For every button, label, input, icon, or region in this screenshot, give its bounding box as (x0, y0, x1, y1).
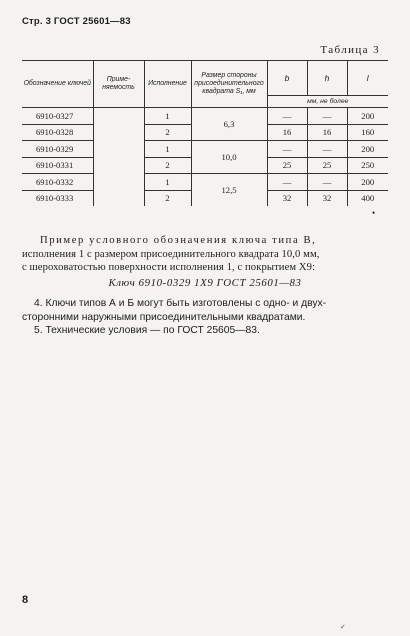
h-cell: — (307, 141, 347, 158)
applicability-cell (93, 174, 144, 191)
l-cell: 200 (347, 174, 388, 191)
table-3 (22, 60, 388, 206)
square-size-cell: 12,5 (191, 174, 267, 207)
execution-cell: 2 (144, 124, 191, 141)
h-cell: 32 (307, 190, 347, 206)
h-cell: 16 (307, 124, 347, 141)
clause-line: сторонними наружными присоединительными квадратами. (22, 312, 306, 323)
l-cell: 160 (347, 124, 388, 141)
l-cell: 250 (347, 157, 388, 174)
applicability-cell (93, 157, 144, 174)
col-header-b: b (267, 61, 307, 96)
execution-cell: 2 (144, 157, 191, 174)
b-cell: — (267, 141, 307, 158)
col-header-execution: Исполнение (144, 61, 191, 108)
example-line: Пример условного обозначения ключа типа В, (40, 235, 317, 246)
b-cell: — (267, 108, 307, 125)
page-number: 8 (22, 594, 29, 606)
example-paragraph (22, 234, 394, 275)
designation-cell: 6910-0332 (22, 174, 93, 191)
clause-line: 4. Ключи типов А и Б могут быть изготовлены с одно- и двух- (34, 298, 327, 309)
clause-4 (22, 297, 394, 325)
designation-cell: 6910-0328 (22, 124, 93, 141)
square-size-cell: 10,0 (191, 141, 267, 174)
example-line: исполнения 1 с размером присоединительного квадрата 10,0 мм, (22, 248, 320, 260)
table-caption: Таблица 3 (320, 44, 380, 56)
execution-cell: 2 (144, 190, 191, 206)
applicability-cell (93, 190, 144, 206)
designation-cell: 6910-0329 (22, 141, 93, 158)
applicability-cell (93, 108, 144, 125)
designation-cell: 6910-0333 (36, 193, 74, 204)
col-header-square-size: Размер стороны присоединительного квадрата S₁, мм (191, 61, 267, 108)
designation-cell: 6910-0327 (22, 108, 93, 125)
col-header-h: h (307, 61, 347, 96)
table-row (22, 141, 388, 158)
execution-cell: 1 (144, 141, 191, 158)
page-header: Стр. 3 ГОСТ 25601—83 (22, 16, 131, 27)
l-cell: 200 (347, 141, 388, 158)
l-cell: 400 (347, 190, 388, 206)
scan-mark: ✓ (340, 623, 346, 631)
clause-5: 5. Технические условия — по ГОСТ 25605—83. (34, 325, 260, 336)
example-designation: Ключ 6910-0329 1Х9 ГОСТ 25601—83 (108, 277, 302, 289)
col-header-designation: Обозначение ключей (22, 61, 93, 108)
b-cell: — (267, 174, 307, 191)
designation-cell: 6910-0331 (22, 157, 93, 174)
b-cell: 32 (267, 190, 307, 206)
col-header-l: l (347, 61, 388, 96)
applicability-cell (93, 141, 144, 158)
b-cell: 16 (267, 124, 307, 141)
table-row (22, 174, 388, 191)
execution-cell: 1 (144, 108, 191, 125)
square-size-cell: 6,3 (191, 108, 267, 141)
h-cell: 25 (307, 157, 347, 174)
col-header-applicability: Применяемость (93, 61, 144, 108)
l-cell: 200 (347, 108, 388, 125)
table-row (22, 108, 388, 125)
applicability-cell (93, 124, 144, 141)
h-cell: — (307, 174, 347, 191)
unit-note: мм, не более (267, 96, 388, 108)
example-line: с шероховатостью поверхности исполнения 1, с покрытием Х9: (22, 262, 316, 273)
bullet-mark: • (372, 208, 376, 218)
b-cell: 25 (267, 157, 307, 174)
execution-cell: 1 (144, 174, 191, 191)
h-cell: — (307, 108, 347, 125)
